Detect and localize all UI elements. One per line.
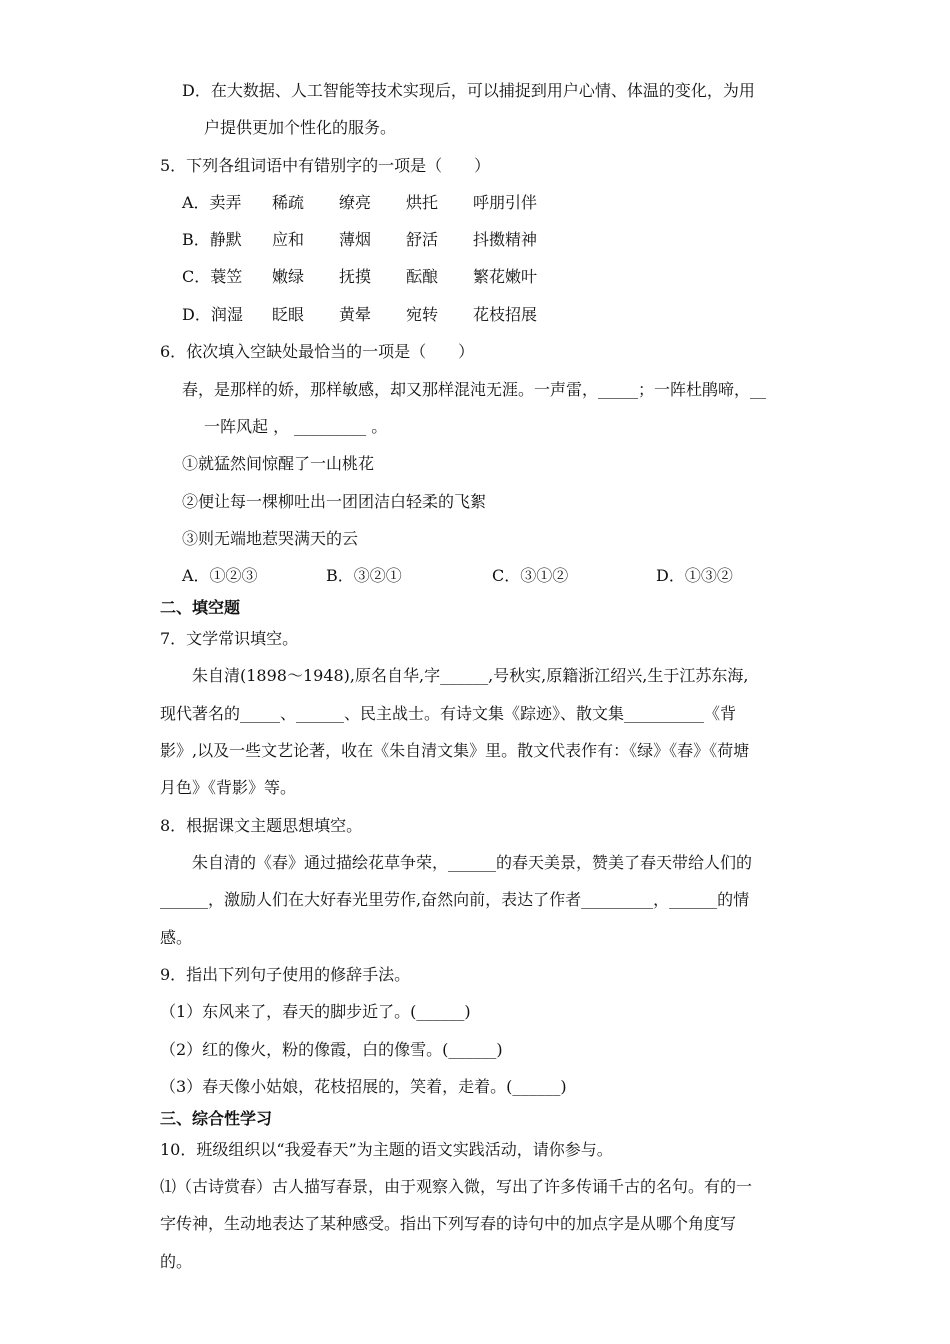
q6-passage-line2: 一阵风起 ， _________ 。 [204,417,388,436]
section-heading-comprehensive: 三、综合性学习 [160,1109,273,1128]
q6-item-2: ②便让每一棵柳吐出一团团洁白轻柔的飞絮 [182,492,487,511]
q9-item-3: （3）春天像小姑娘，花枝招展的，笑着，走着。(______) [160,1077,567,1096]
q7-line2: 现代著名的_____、______、民主战士。有诗文集《踪迹》、散文集__________《背 [160,704,737,723]
q6-choice-a: A．①②③ [182,566,258,585]
q10-part1-line2: 字传神，生动地表达了某种感受。指出下列写春的诗句中的加点字是从哪个角度写 [160,1214,737,1233]
q8-line3: 感。 [160,928,193,947]
section-heading-fill-in: 二、填空题 [160,598,241,617]
q5-option-d: D．润湿 眨眼 黄晕 宛转 花枝招展 [182,305,538,324]
q7-line4: 月色》《背影》等。 [160,778,297,797]
q8-line2: ______，激励人们在大好春光里劳作,奋然向前，表达了作者_________，______的情 [160,890,750,909]
q7-line1: 朱自清(1898～1948),原名自华,字______,号秋实,原籍浙江绍兴,生于江苏东海, [192,666,749,685]
q9-stem: 9．指出下列句子使用的修辞手法。 [160,965,411,984]
q10-part1-line3: 的。 [160,1252,193,1271]
q6-choice-c: C．③①② [492,566,569,585]
q5-option-a: A．卖弄 稀疏 缭亮 烘托 呼朋引伴 [182,193,538,212]
q7-stem: 7．文学常识填空。 [160,629,299,648]
q4-option-d-line2: 户提供更加个性化的服务。 [204,118,397,137]
q7-line3: 影》,以及一些文艺论著，收在《朱自清文集》里。散文代表作有：《绿》《春》《荷塘 [160,741,750,760]
q6-stem: 6．依次填入空缺处最恰当的一项是（ ） [160,342,475,361]
q6-choice-b: B．③②① [326,566,402,585]
q6-choice-d: D．①③② [656,566,733,585]
q5-option-b: B．静默 应和 薄烟 舒活 抖擞精神 [182,230,538,249]
q5-option-c: C．蓑笠 嫩绿 抚摸 酝酿 繁花嫩叶 [182,267,538,286]
q9-item-2: （2）红的像火，粉的像霞，白的像雪。(______) [160,1040,503,1059]
q6-item-3: ③则无端地惹哭满天的云 [182,529,359,548]
q6-item-1: ①就猛然间惊醒了一山桃花 [182,454,375,473]
q4-option-d-line1: D．在大数据、人工智能等技术实现后，可以捕捉到用户心情、体温的变化，为用 [182,81,755,100]
q5-stem: 5．下列各组词语中有错别字的一项是（ ） [160,156,491,175]
q10-part1-line1: ⑴（古诗赏春）古人描写春景，由于观察入微，写出了许多传诵千古的名句。有的一 [160,1177,753,1196]
q8-line1: 朱自清的《春》通过描绘花草争荣，______的春天美景，赞美了春天带给人们的 [192,853,753,872]
q9-item-1: （1）东风来了，春天的脚步近了。(______) [160,1002,471,1021]
q6-passage-line1: 春，是那样的娇，那样敏感，却又那样混沌无涯。一声雷，_____；一阵杜鹃啼，__ [182,380,767,399]
q10-stem: 10．班级组织以“我爱春天”为主题的语文实践活动，请你参与。 [160,1140,613,1159]
q8-stem: 8．根据课文主题思想填空。 [160,816,363,835]
